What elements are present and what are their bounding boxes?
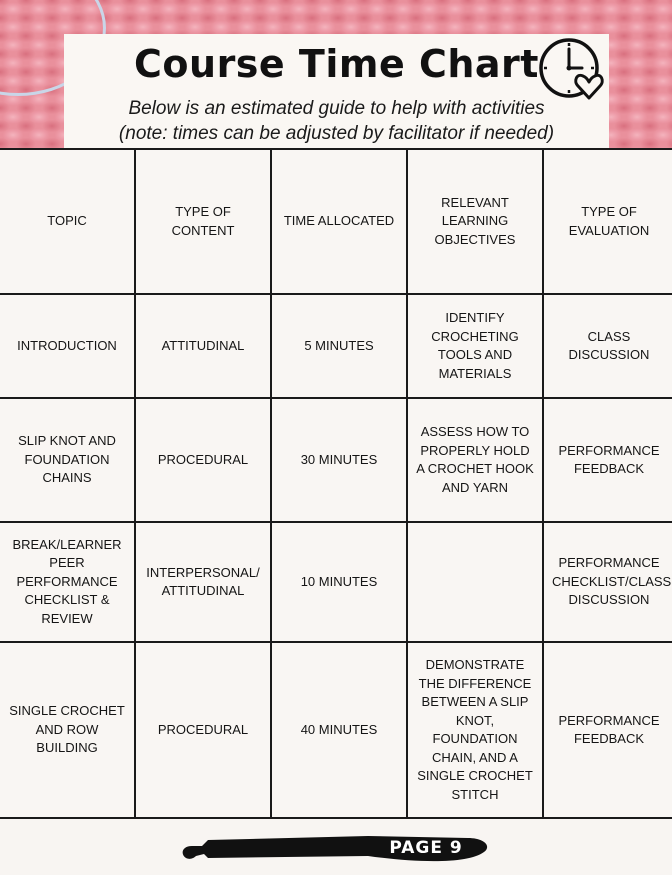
cell-time-allocated: 30 MINUTES [271,398,407,522]
column-header-topic: TOPIC [0,149,135,294]
cell-learning-objective: DEMONSTRATE THE DIFFERENCE BETWEEN A SLIP KNOT, FOUNDATION CHAIN, AND A SINGLE CROCHET STITCH [407,642,543,818]
cell-content-type: PROCEDURAL [135,398,271,522]
cell-time-allocated: 10 MINUTES [271,522,407,642]
column-header-evaluation: TYPE OF EVALUATION [543,149,672,294]
page-title: Course Time Chart [134,42,539,86]
cell-topic: BREAK/LEARNER PEER PERFORMANCE CHECKLIST & REVIEW [0,522,135,642]
cell-learning-objective [407,522,543,642]
table-row [0,294,672,398]
cell-evaluation: PERFORMANCE FEEDBACK [543,642,672,818]
table-header-row [0,149,672,294]
cell-evaluation: PERFORMANCE CHECKLIST/CLASS DISCUSSION [543,522,672,642]
cell-topic: SLIP KNOT AND FOUNDATION CHAINS [0,398,135,522]
page-number: PAGE 9 [389,838,463,858]
cell-content-type: ATTITUDINAL [135,294,271,398]
subtitle-line-2: (note: times can be adjusted by facilitator if needed) [118,123,555,144]
cell-content-type: INTERPERSONAL/ ATTITUDINAL [135,522,271,642]
header-card [64,34,609,148]
cell-content-type: PROCEDURAL [135,642,271,818]
cell-learning-objective: ASSESS HOW TO PROPERLY HOLD A CROCHET HOOK AND YARN [407,398,543,522]
subtitle-line-1: Below is an estimated guide to help with activities [128,98,545,119]
cell-evaluation: PERFORMANCE FEEDBACK [543,398,672,522]
cell-topic: INTRODUCTION [0,294,135,398]
table-row [0,398,672,522]
cell-time-allocated: 40 MINUTES [271,642,407,818]
cell-learning-objective: IDENTIFY CROCHETING TOOLS AND MATERIALS [407,294,543,398]
table-row [0,522,672,642]
cell-time-allocated: 5 MINUTES [271,294,407,398]
table-row [0,642,672,818]
column-header-content-type: TYPE OF CONTENT [135,149,271,294]
column-header-learning-objectives: RELEVANT LEARNING OBJECTIVES [407,149,543,294]
course-time-table [0,148,672,819]
clock-heart-icon [537,36,609,102]
column-header-time-allocated: TIME ALLOCATED [271,149,407,294]
cell-evaluation: CLASS DISCUSSION [543,294,672,398]
cell-topic: SINGLE CROCHET AND ROW BUILDING [0,642,135,818]
